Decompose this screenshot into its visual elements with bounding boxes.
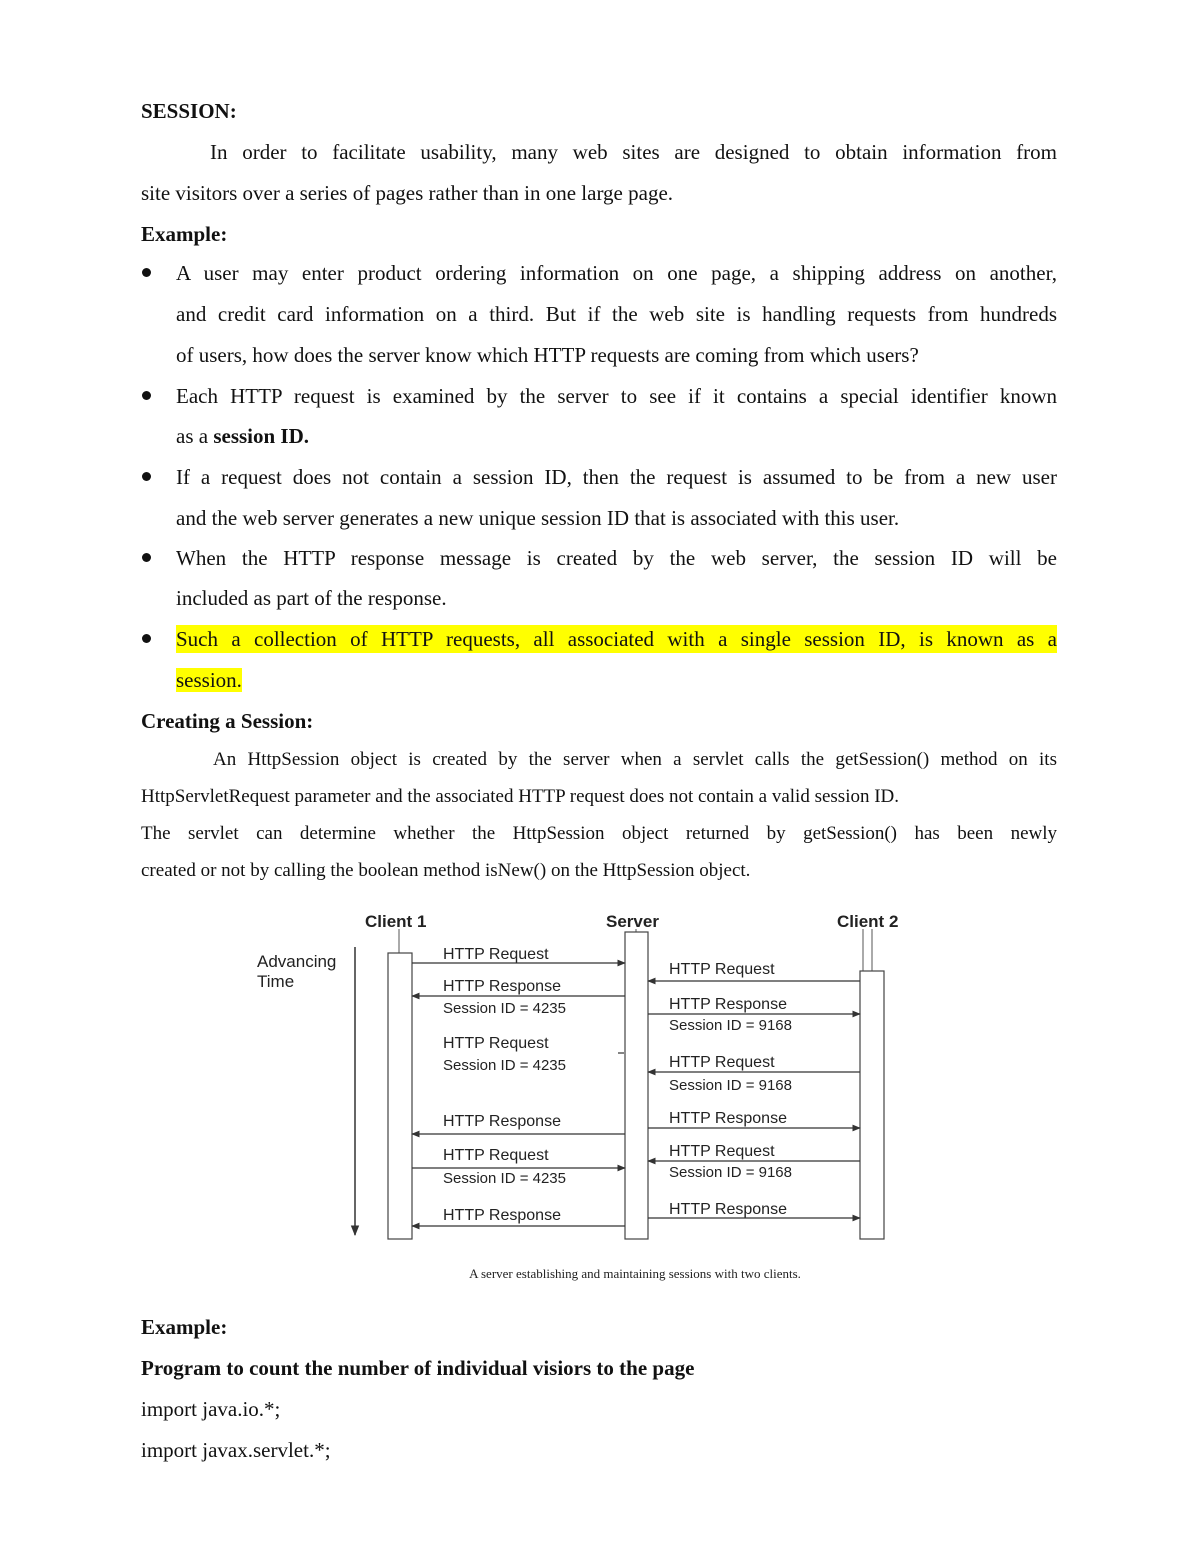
code-line: import javax.servlet.*; <box>141 1438 331 1462</box>
time-label: Time <box>257 972 295 991</box>
message-session-id: Session ID = 9168 <box>669 1077 792 1094</box>
message-label: HTTP Response <box>669 1110 787 1127</box>
session-sequence-diagram <box>240 905 940 1250</box>
message-session-id: Session ID = 9168 <box>669 1017 792 1034</box>
bullet-1-line-2: and credit card information on a third. But if the web site is handling requests from hundreds <box>176 302 1057 326</box>
bullet-2-prefix: as a <box>176 424 214 448</box>
message-session-id: Session ID = 9168 <box>669 1164 792 1181</box>
creating-session-heading: Creating a Session: <box>141 709 314 733</box>
client-2-lifeline <box>860 971 884 1239</box>
message-label: HTTP Request <box>443 1147 549 1164</box>
creating-para-line-2: HttpServletRequest parameter and the associated HTTP request does not contain a valid session ID. <box>141 786 900 807</box>
intro-line-1: In order to facilitate usability, many web sites are designed to obtain information from <box>210 140 1057 164</box>
client-1-label: Client 1 <box>365 912 427 931</box>
server-lifeline <box>625 932 648 1239</box>
server-label: Server <box>606 912 659 931</box>
bullet-3-line-2: and the web server generates a new unique session ID that is associated with this user. <box>176 506 900 530</box>
bullet-icon <box>142 472 151 481</box>
message-label: HTTP Request <box>669 961 775 978</box>
bullet-1-line-3: of users, how does the server know which HTTP requests are coming from which users? <box>176 343 919 367</box>
bullet-2-line-2 <box>176 422 309 450</box>
message-label: HTTP Response <box>443 1113 561 1130</box>
example-2-label: Example: <box>141 1315 228 1339</box>
program-heading: Program to count the number of individual visiors to the page <box>141 1356 695 1380</box>
intro-line-2: site visitors over a series of pages rather than in one large page. <box>141 181 674 205</box>
bullet-5-line-1: Such a collection of HTTP requests, all associated with a single session ID, is known as a <box>176 627 1057 651</box>
bullet-icon <box>142 553 151 562</box>
bullet-2-line-1: Each HTTP request is examined by the server to see if it contains a special identifier known <box>176 384 1057 408</box>
message-label: HTTP Response <box>443 978 561 995</box>
bullet-1-line-1: A user may enter product ordering information on one page, a shipping address on another, <box>176 261 1057 285</box>
message-label: HTTP Request <box>669 1054 775 1071</box>
diagram-caption: A server establishing and maintaining sessions with two clients. <box>469 1266 801 1281</box>
message-session-id: Session ID = 4235 <box>443 1057 566 1074</box>
bullet-5-line-2 <box>176 666 242 694</box>
message-label: HTTP Request <box>443 946 549 963</box>
bullet-icon <box>142 391 151 400</box>
message-session-id: Session ID = 4235 <box>443 1170 566 1187</box>
client-1-lifeline <box>388 953 412 1239</box>
code-line: import java.io.*; <box>141 1397 281 1421</box>
bullet-4-line-1: When the HTTP response message is created by the web server, the session ID will be <box>176 546 1057 570</box>
creating-para-line-4: created or not by calling the boolean method isNew() on the HttpSession object. <box>141 860 751 881</box>
creating-para-line-1: An HttpSession object is created by the server when a servlet calls the getSession() method on its <box>213 749 1057 770</box>
section-heading: SESSION: <box>141 99 237 123</box>
bullet-3-line-1: If a request does not contain a session ID, then the request is assumed to be from a new user <box>176 465 1057 489</box>
message-label: HTTP Response <box>443 1207 561 1224</box>
bullet-5-highlight: session. <box>176 668 242 692</box>
session-id-term: session ID. <box>213 424 310 448</box>
message-label: HTTP Request <box>443 1035 549 1052</box>
creating-para-line-3: The servlet can determine whether the HttpSession object returned by getSession() has been newly <box>141 823 1057 844</box>
message-label: HTTP Response <box>669 996 787 1013</box>
bullet-icon <box>142 634 151 643</box>
message-session-id: Session ID = 4235 <box>443 1000 566 1017</box>
bullet-icon <box>142 268 151 277</box>
bullet-4-line-2: included as part of the response. <box>176 586 447 610</box>
example-label: Example: <box>141 222 228 246</box>
message-label: HTTP Request <box>669 1143 775 1160</box>
message-label: HTTP Response <box>669 1201 787 1218</box>
advancing-label: Advancing <box>257 952 337 971</box>
client-2-label: Client 2 <box>837 912 899 931</box>
